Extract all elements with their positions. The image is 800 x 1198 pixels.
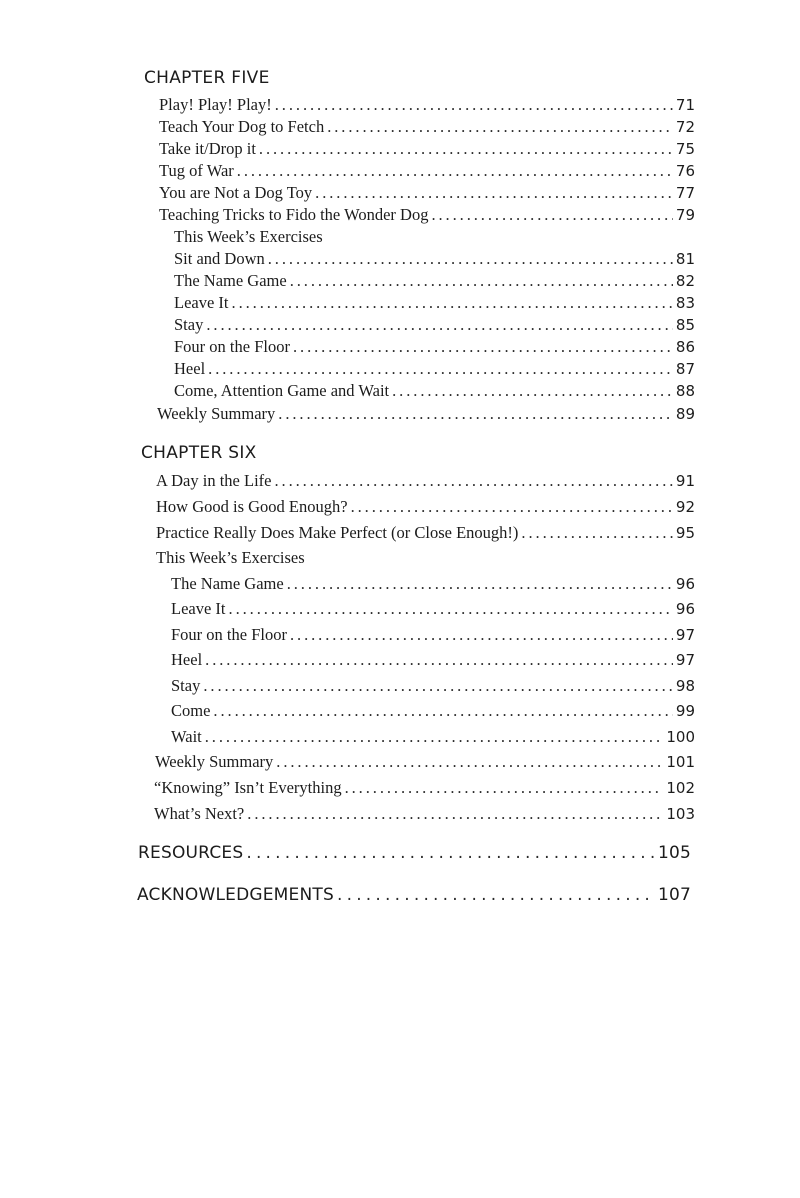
entry-page-number: 72 <box>675 118 695 136</box>
entry-title: Come <box>171 701 211 720</box>
toc-entry[interactable] <box>174 337 695 357</box>
dot-leader <box>205 727 664 747</box>
section-page-number: 107 <box>657 885 691 905</box>
entry-title: Leave It <box>171 599 226 618</box>
entry-title: How Good is Good Enough? <box>156 497 348 516</box>
dot-leader <box>268 249 673 269</box>
entry-page-number: 97 <box>675 626 695 644</box>
entry-page-number: 76 <box>675 162 695 180</box>
entry-title: Leave It <box>174 293 229 312</box>
dot-leader <box>246 843 655 863</box>
dot-leader <box>392 381 673 401</box>
toc-entry[interactable] <box>174 293 695 313</box>
entry-title: Four on the Floor <box>174 337 290 356</box>
dot-leader <box>337 885 655 905</box>
entry-title: “Knowing” Isn’t Everything <box>154 778 342 797</box>
dot-leader <box>232 293 673 313</box>
entry-title: Wait <box>171 727 202 746</box>
dot-leader <box>213 701 672 721</box>
dot-leader <box>521 523 672 543</box>
dot-leader <box>315 183 673 203</box>
dot-leader <box>290 625 673 645</box>
entry-title: Stay <box>174 315 204 334</box>
toc-entry[interactable] <box>171 625 695 645</box>
toc-entry[interactable] <box>171 574 695 594</box>
entry-title: Tug of War <box>159 161 234 180</box>
dot-leader <box>206 315 673 335</box>
entry-title: Teach Your Dog to Fetch <box>159 117 325 136</box>
exercises-subheading: This Week’s Exercises <box>156 548 305 567</box>
toc-entry[interactable] <box>174 271 695 291</box>
entry-page-number: 75 <box>675 140 695 158</box>
toc-entry[interactable] <box>174 249 695 269</box>
toc-entry[interactable] <box>155 752 695 772</box>
toc-entry[interactable] <box>159 205 695 225</box>
entry-page-number: 96 <box>675 575 695 593</box>
entry-title: Four on the Floor <box>171 625 287 644</box>
entry-page-number: 79 <box>675 206 695 224</box>
entry-title: Sit and Down <box>174 249 265 268</box>
dot-leader <box>203 676 673 696</box>
entry-page-number: 85 <box>675 316 695 334</box>
toc-entry[interactable] <box>171 650 695 670</box>
entry-title: Heel <box>174 359 206 378</box>
dot-leader <box>205 650 673 670</box>
entry-title: The Name Game <box>171 574 284 593</box>
entry-title: Teaching Tricks to Fido the Wonder Dog <box>159 205 429 224</box>
toc-entry[interactable] <box>159 95 695 115</box>
entry-page-number: 82 <box>675 272 695 290</box>
entry-page-number: 95 <box>675 524 695 542</box>
dot-leader <box>290 271 673 291</box>
entry-page-number: 83 <box>675 294 695 312</box>
section-title: RESOURCES <box>138 843 244 863</box>
dot-leader <box>276 752 663 772</box>
toc-entry[interactable] <box>174 359 695 379</box>
dot-leader <box>293 337 673 357</box>
exercises-subheading: This Week’s Exercises <box>174 227 323 246</box>
entry-title: Play! Play! Play! <box>159 95 272 114</box>
entry-title: You are Not a Dog Toy <box>159 183 313 202</box>
entry-page-number: 87 <box>675 360 695 378</box>
toc-entry[interactable] <box>171 676 695 696</box>
entry-title: The Name Game <box>174 271 287 290</box>
dot-leader <box>229 599 673 619</box>
dot-leader <box>259 139 673 159</box>
toc-entry[interactable] <box>156 523 695 543</box>
entry-title: Weekly Summary <box>157 404 276 423</box>
entry-page-number: 77 <box>675 184 695 202</box>
toc-entry[interactable] <box>156 471 695 491</box>
dot-leader <box>278 404 673 424</box>
toc-entry[interactable] <box>171 727 695 747</box>
section-title: ACKNOWLEDGEMENTS <box>137 885 334 905</box>
dot-leader <box>287 574 673 594</box>
toc-section-resources[interactable] <box>138 843 691 863</box>
entry-title: Take it/Drop it <box>159 139 256 158</box>
toc-entry[interactable] <box>171 701 695 721</box>
entry-page-number: 88 <box>675 382 695 400</box>
entry-page-number: 86 <box>675 338 695 356</box>
entry-title: A Day in the Life <box>156 471 272 490</box>
toc-entry[interactable] <box>157 404 695 424</box>
dot-leader <box>327 117 673 137</box>
dot-leader <box>237 161 673 181</box>
toc-entry[interactable] <box>174 381 695 401</box>
dot-leader <box>275 95 673 115</box>
toc-entry[interactable] <box>171 599 695 619</box>
entry-page-number: 71 <box>675 96 695 114</box>
entry-title: Come, Attention Game and Wait <box>174 381 390 400</box>
entry-title: What’s Next? <box>154 804 245 823</box>
entry-title: Heel <box>171 650 203 669</box>
dot-leader <box>247 804 663 824</box>
dot-leader <box>351 497 673 517</box>
entry-page-number: 89 <box>675 405 695 423</box>
entry-page-number: 102 <box>666 779 695 797</box>
toc-entry[interactable] <box>159 117 695 137</box>
entry-title: Practice Really Does Make Perfect (or Close Enough!) <box>156 523 519 542</box>
dot-leader <box>431 205 672 225</box>
entry-page-number: 100 <box>666 728 695 746</box>
section-page-number: 105 <box>657 843 691 863</box>
toc-entry[interactable] <box>174 315 695 335</box>
dot-leader <box>208 359 673 379</box>
entry-page-number: 97 <box>675 651 695 669</box>
dot-leader <box>274 471 672 491</box>
entry-page-number: 99 <box>675 702 695 720</box>
entry-page-number: 101 <box>666 753 695 771</box>
entry-page-number: 96 <box>675 600 695 618</box>
entry-title: Stay <box>171 676 201 695</box>
entry-page-number: 103 <box>666 805 695 823</box>
toc-entry[interactable] <box>154 778 695 798</box>
entry-page-number: 92 <box>675 498 695 516</box>
toc-entry[interactable] <box>159 161 695 181</box>
toc-section-acknowledgements[interactable] <box>137 885 691 905</box>
toc-entry[interactable] <box>154 804 695 824</box>
entry-page-number: 98 <box>675 677 695 695</box>
chapter-six-heading: CHAPTER SIX <box>141 443 257 463</box>
entry-page-number: 81 <box>675 250 695 268</box>
toc-entry[interactable] <box>159 183 695 203</box>
entry-title: Weekly Summary <box>155 752 274 771</box>
dot-leader <box>345 778 664 798</box>
toc-entry[interactable] <box>156 497 695 517</box>
entry-page-number: 91 <box>675 472 695 490</box>
chapter-five-heading: CHAPTER FIVE <box>144 68 270 88</box>
toc-entry[interactable] <box>159 139 695 159</box>
